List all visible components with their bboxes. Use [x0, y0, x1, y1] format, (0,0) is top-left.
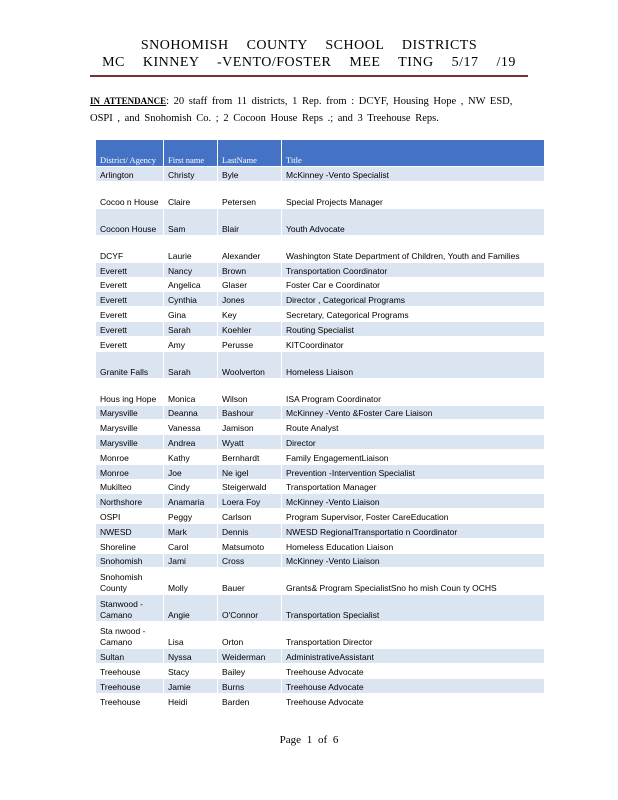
- cell-last-name: Perusse: [218, 336, 282, 351]
- table-row: [96, 523, 545, 538]
- table-row: [96, 622, 545, 649]
- cell-district: Everett: [96, 262, 164, 277]
- cell-first-name: Andrea: [164, 435, 218, 450]
- cell-first-name: Kathy: [164, 449, 218, 464]
- cell-district: Marysville: [96, 405, 164, 420]
- table-row: [96, 235, 545, 262]
- cell-first-name: Nyssa: [164, 649, 218, 664]
- cell-district: DCYF: [96, 235, 164, 262]
- cell-district: Everett: [96, 336, 164, 351]
- table-row: [96, 336, 545, 351]
- cell-last-name: Jamison: [218, 420, 282, 435]
- cell-title: Homeless Liaison: [282, 351, 545, 378]
- table-row: [96, 405, 545, 420]
- cell-last-name: Ne igel: [218, 464, 282, 479]
- cell-last-name: Alexander: [218, 235, 282, 262]
- cell-last-name: O'Connor: [218, 595, 282, 622]
- table-row: [96, 509, 545, 524]
- cell-first-name: Claire: [164, 181, 218, 208]
- cell-first-name: Heidi: [164, 693, 218, 708]
- table-row: [96, 494, 545, 509]
- table-row: [96, 678, 545, 693]
- cell-district: Granite Falls: [96, 351, 164, 378]
- col-header-first-name: First name: [164, 140, 218, 167]
- cell-first-name: Laurie: [164, 235, 218, 262]
- cell-title: Director , Categorical Programs: [282, 292, 545, 307]
- cell-district: Everett: [96, 292, 164, 307]
- table-row: [96, 378, 545, 405]
- cell-district: Treehouse: [96, 678, 164, 693]
- cell-title: AdministrativeAssistant: [282, 649, 545, 664]
- cell-first-name: Lisa: [164, 622, 218, 649]
- cell-first-name: Sam: [164, 208, 218, 235]
- cell-last-name: Woolverton: [218, 351, 282, 378]
- cell-first-name: Jamie: [164, 678, 218, 693]
- cell-district: Snohomish: [96, 553, 164, 568]
- cell-last-name: Burns: [218, 678, 282, 693]
- cell-first-name: Vanessa: [164, 420, 218, 435]
- cell-title: Special Projects Manager: [282, 181, 545, 208]
- cell-title: Treehouse Advocate: [282, 664, 545, 679]
- cell-last-name: Bernhardt: [218, 449, 282, 464]
- cell-last-name: Cross: [218, 553, 282, 568]
- table-row: [96, 208, 545, 235]
- cell-first-name: Angelica: [164, 277, 218, 292]
- cell-district: Treehouse: [96, 664, 164, 679]
- cell-district: Sultan: [96, 649, 164, 664]
- cell-last-name: Bailey: [218, 664, 282, 679]
- cell-district: Treehouse: [96, 693, 164, 708]
- cell-first-name: Carol: [164, 538, 218, 553]
- cell-first-name: Gina: [164, 307, 218, 322]
- cell-title: Routing Specialist: [282, 321, 545, 336]
- table-row: [96, 435, 545, 450]
- table-row: [96, 449, 545, 464]
- table-row: [96, 649, 545, 664]
- page-number: Page 1 of 6: [279, 734, 339, 746]
- cell-title: McKinney -Vento &Foster Care Liaison: [282, 405, 545, 420]
- attendance-text: : 20 staff from 11 districts, 1 Rep. from : DCYF, Housing Hope , NW ESD, OSPI , and Snohomish Co. ; 2 Cocoon House Reps .; and 3 Treehouse Reps.: [90, 96, 513, 124]
- cell-district: Sta nwood - Camano: [96, 622, 164, 649]
- cell-first-name: Nancy: [164, 262, 218, 277]
- cell-title: Youth Advocate: [282, 208, 545, 235]
- col-header-last-name: LastName: [218, 140, 282, 167]
- table-row: [96, 351, 545, 378]
- cell-title: Director: [282, 435, 545, 450]
- cell-last-name: Koehler: [218, 321, 282, 336]
- cell-last-name: Barden: [218, 693, 282, 708]
- cell-last-name: Byle: [218, 167, 282, 182]
- cell-district: Everett: [96, 321, 164, 336]
- cell-title: KITCoordinator: [282, 336, 545, 351]
- cell-district: Hous ing Hope: [96, 378, 164, 405]
- cell-title: Washington State Department of Children, Youth and Families: [282, 235, 545, 262]
- attendee-table: [95, 139, 545, 709]
- cell-district: Shoreline: [96, 538, 164, 553]
- cell-district: Snohomish County: [96, 568, 164, 595]
- cell-last-name: Brown: [218, 262, 282, 277]
- cell-title: Prevention -Intervention Specialist: [282, 464, 545, 479]
- table-row: [96, 277, 545, 292]
- cell-first-name: Angie: [164, 595, 218, 622]
- cell-last-name: Petersen: [218, 181, 282, 208]
- cell-last-name: Carlson: [218, 509, 282, 524]
- cell-district: Cocoo n House: [96, 181, 164, 208]
- cell-district: Northshore: [96, 494, 164, 509]
- cell-last-name: Matsumoto: [218, 538, 282, 553]
- cell-last-name: Jones: [218, 292, 282, 307]
- cell-title: Foster Car e Coordinator: [282, 277, 545, 292]
- cell-title: Transportation Director: [282, 622, 545, 649]
- col-header-title: Title: [282, 140, 545, 167]
- cell-district: OSPI: [96, 509, 164, 524]
- cell-title: Homeless Education Liaison: [282, 538, 545, 553]
- cell-first-name: Cindy: [164, 479, 218, 494]
- table-row: [96, 693, 545, 708]
- cell-title: Transportation Specialist: [282, 595, 545, 622]
- cell-title: Family EngagementLiaison: [282, 449, 545, 464]
- table-row: [96, 553, 545, 568]
- cell-last-name: Glaser: [218, 277, 282, 292]
- cell-last-name: Dennis: [218, 523, 282, 538]
- cell-first-name: Stacy: [164, 664, 218, 679]
- cell-last-name: Steigerwald: [218, 479, 282, 494]
- table-row: [96, 464, 545, 479]
- cell-district: Everett: [96, 277, 164, 292]
- cell-first-name: Christy: [164, 167, 218, 182]
- cell-first-name: Sarah: [164, 351, 218, 378]
- cell-last-name: Blair: [218, 208, 282, 235]
- document-title: SNOHOMISH COUNTY SCHOOL DISTRICTS: [140, 38, 478, 53]
- cell-title: McKinney -Vento Liaison: [282, 553, 545, 568]
- table-header-row: [96, 140, 545, 167]
- cell-title: Transportation Coordinator: [282, 262, 545, 277]
- attendance-label: IN ATTENDANCE: [90, 96, 167, 106]
- cell-district: Mukilteo: [96, 479, 164, 494]
- cell-first-name: Joe: [164, 464, 218, 479]
- cell-first-name: Amy: [164, 336, 218, 351]
- table-row: [96, 262, 545, 277]
- cell-first-name: Molly: [164, 568, 218, 595]
- cell-title: ISA Program Coordinator: [282, 378, 545, 405]
- cell-district: Monroe: [96, 449, 164, 464]
- cell-first-name: Peggy: [164, 509, 218, 524]
- cell-district: Marysville: [96, 420, 164, 435]
- header-rule: [90, 75, 528, 77]
- table-row: [96, 167, 545, 182]
- cell-last-name: Loera Foy: [218, 494, 282, 509]
- cell-district: Stanwood - Camano: [96, 595, 164, 622]
- cell-first-name: Sarah: [164, 321, 218, 336]
- cell-title: McKinney -Vento Specialist: [282, 167, 545, 182]
- cell-first-name: Deanna: [164, 405, 218, 420]
- attendance-paragraph: [90, 93, 530, 127]
- table-row: [96, 321, 545, 336]
- cell-first-name: Mark: [164, 523, 218, 538]
- table-row: [96, 292, 545, 307]
- cell-district: Everett: [96, 307, 164, 322]
- table-row: [96, 595, 545, 622]
- meeting-subtitle: MC KINNEY -VENTO/FOSTER MEE TING 5/17 /19: [102, 55, 516, 70]
- cell-title: Transportation Manager: [282, 479, 545, 494]
- cell-last-name: Bashour: [218, 405, 282, 420]
- col-header-district: District/ Agency: [96, 140, 164, 167]
- cell-district: NWESD: [96, 523, 164, 538]
- cell-last-name: Key: [218, 307, 282, 322]
- cell-district: Arlington: [96, 167, 164, 182]
- table-row: [96, 181, 545, 208]
- table-row: [96, 307, 545, 322]
- table-row: [96, 538, 545, 553]
- cell-title: Grants& Program SpecialistSno ho mish Coun ty OCHS: [282, 568, 545, 595]
- cell-first-name: Monica: [164, 378, 218, 405]
- cell-title: Secretary, Categorical Programs: [282, 307, 545, 322]
- cell-last-name: Bauer: [218, 568, 282, 595]
- cell-last-name: Orton: [218, 622, 282, 649]
- table-row: [96, 664, 545, 679]
- cell-first-name: Jami: [164, 553, 218, 568]
- table-row: [96, 420, 545, 435]
- table-row: [96, 479, 545, 494]
- table-row: [96, 568, 545, 595]
- cell-title: Route Analyst: [282, 420, 545, 435]
- cell-title: McKinney -Vento Liaison: [282, 494, 545, 509]
- cell-title: Treehouse Advocate: [282, 678, 545, 693]
- cell-title: Treehouse Advocate: [282, 693, 545, 708]
- cell-last-name: Wilson: [218, 378, 282, 405]
- cell-first-name: Cynthia: [164, 292, 218, 307]
- cell-title: NWESD RegionalTransportatio n Coordinator: [282, 523, 545, 538]
- cell-last-name: Wyatt: [218, 435, 282, 450]
- cell-district: Cocoon House: [96, 208, 164, 235]
- cell-last-name: Weiderman: [218, 649, 282, 664]
- cell-first-name: Anamaria: [164, 494, 218, 509]
- cell-district: Marysville: [96, 435, 164, 450]
- cell-title: Program Supervisor, Foster CareEducation: [282, 509, 545, 524]
- cell-district: Monroe: [96, 464, 164, 479]
